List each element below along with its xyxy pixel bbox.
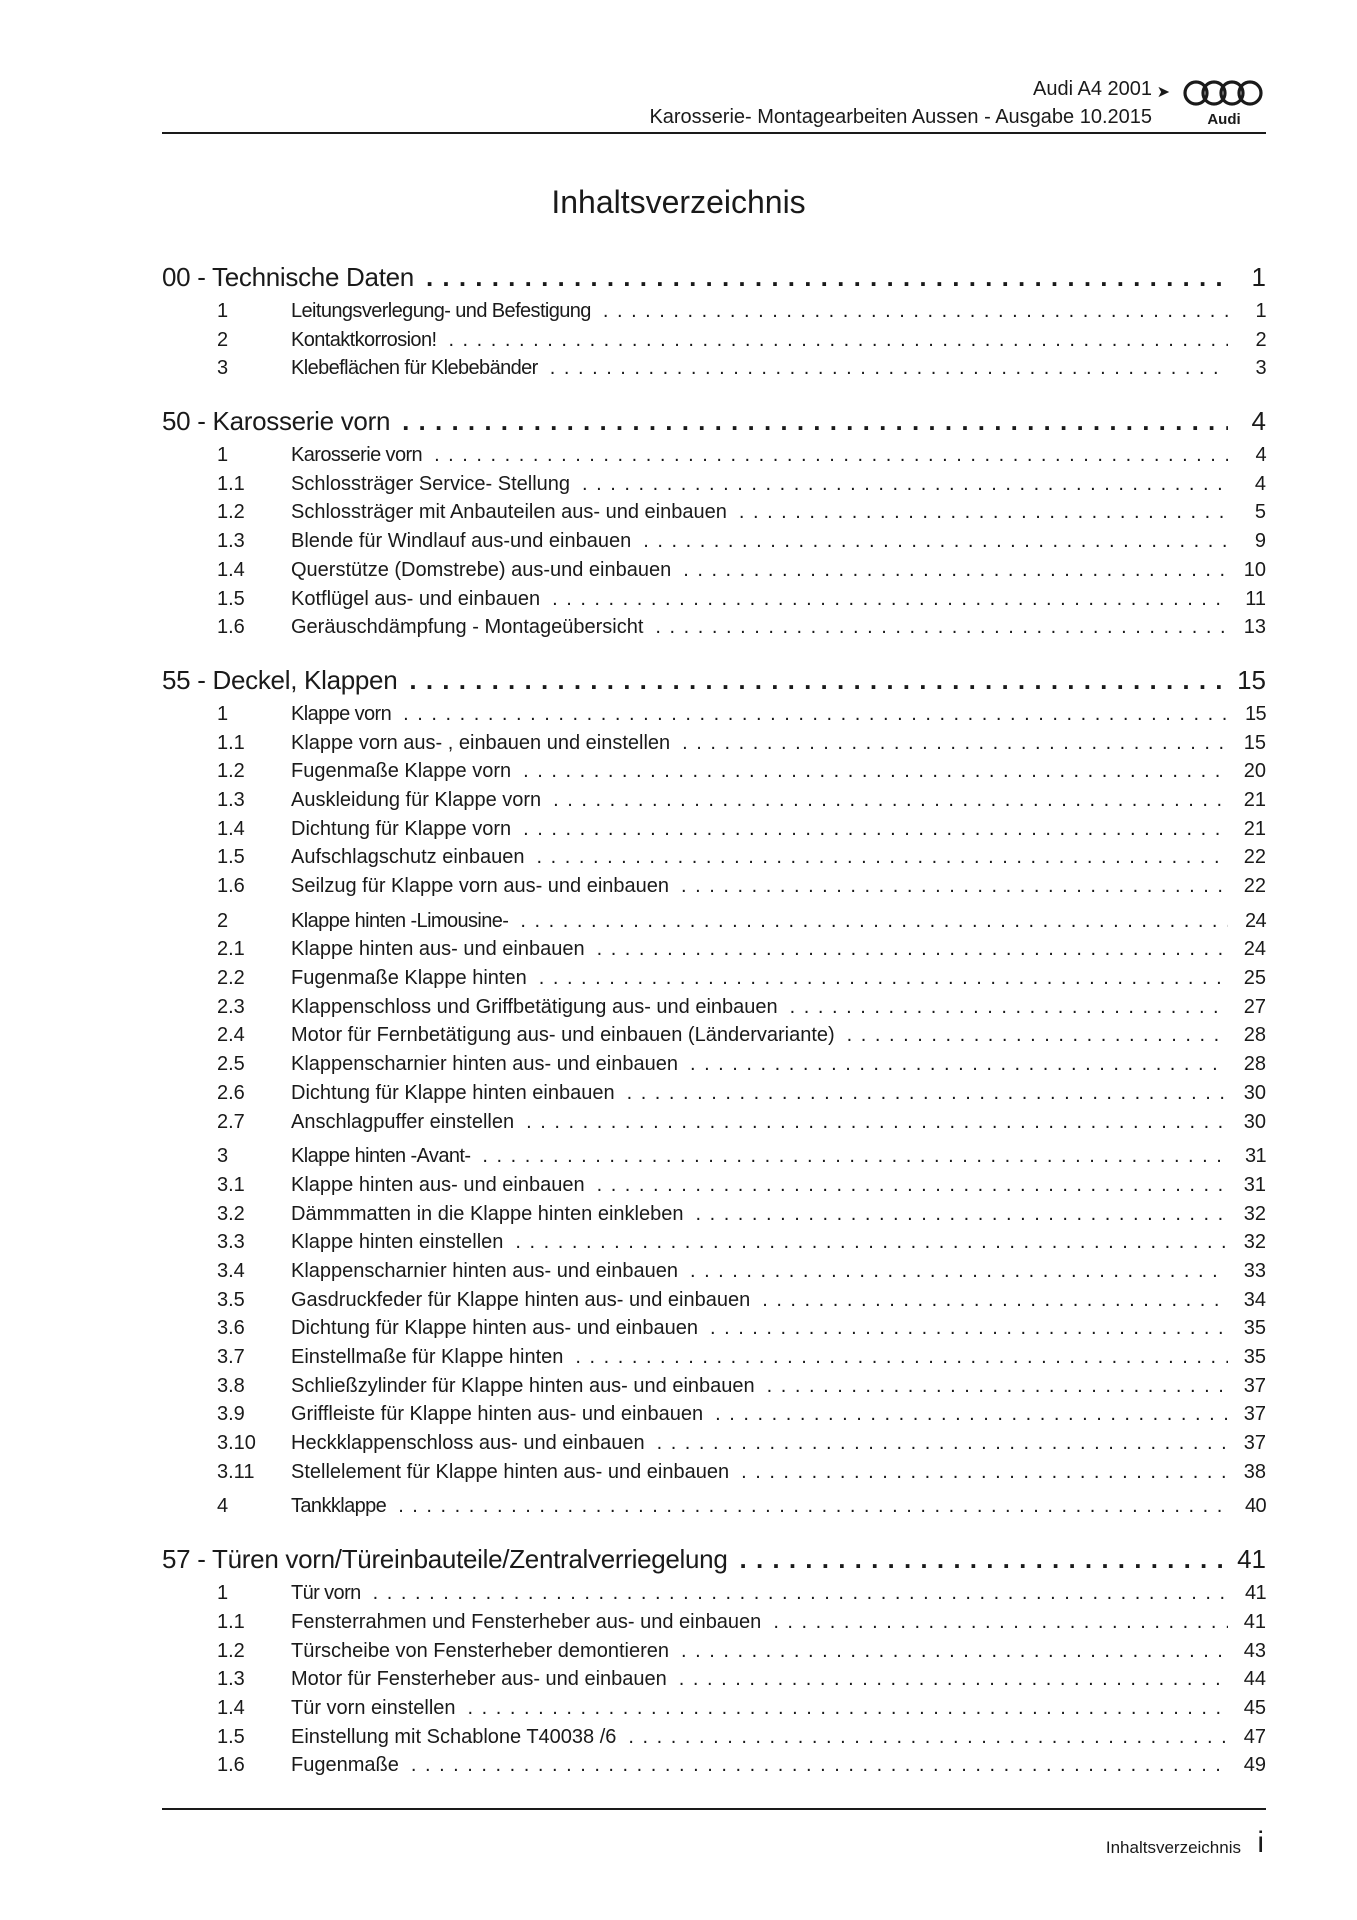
toc-leader-dots <box>537 846 1229 869</box>
toc-number: 1 <box>217 300 228 322</box>
toc-number: 3.6 <box>217 1317 245 1340</box>
toc-subsection[interactable] <box>162 1260 1266 1289</box>
toc-leader-dots <box>695 1203 1228 1226</box>
toc-number: 1.2 <box>217 501 245 524</box>
toc-leader-dots <box>403 703 1228 726</box>
toc-page-number: 28 <box>1243 1053 1266 1076</box>
toc-label: Fugenmaße <box>291 1754 399 1777</box>
toc-section[interactable] <box>162 703 1266 732</box>
toc-label: Kontaktkorrosion! <box>291 328 437 351</box>
page-title: Inhaltsverzeichnis <box>551 184 806 220</box>
toc-leader-dots <box>550 357 1228 380</box>
toc-subsection[interactable] <box>162 732 1266 761</box>
toc-leader-dots <box>741 1461 1228 1484</box>
toc-page-number: 22 <box>1243 846 1266 869</box>
toc-subsection[interactable] <box>162 1754 1266 1783</box>
toc-subsection[interactable] <box>162 1289 1266 1318</box>
toc-subsection[interactable] <box>162 760 1266 789</box>
toc-page-number: 45 <box>1243 1696 1266 1719</box>
header-manual-title: Karosserie- Montagearbeiten Aussen - Ausgabe 10.2015 <box>649 106 1152 128</box>
toc-label: Fugenmaße Klappe hinten <box>291 967 527 990</box>
toc-number: 3.3 <box>217 1231 245 1254</box>
footer-label: Inhaltsverzeichnis <box>1105 1838 1241 1857</box>
toc-section[interactable] <box>162 444 1266 473</box>
toc-leader-dots <box>628 1726 1228 1749</box>
toc-number: 3.8 <box>217 1374 245 1397</box>
toc-subsection[interactable] <box>162 1403 1266 1432</box>
toc-leader-dots <box>402 406 1228 437</box>
toc-page-number: 13 <box>1243 616 1266 639</box>
toc-label: Klappe hinten aus- und einbauen <box>291 938 585 961</box>
toc-number: 3.4 <box>217 1259 245 1282</box>
toc-label: 55 - Deckel, Klappen <box>162 664 398 695</box>
toc-number: 2.1 <box>217 938 245 961</box>
toc-leader-dots <box>552 588 1228 611</box>
toc-label: 00 - Technische Daten <box>162 262 414 292</box>
toc-page-number: 37 <box>1243 1374 1266 1397</box>
toc-label: Leitungsverlegung- und Befestigung <box>291 300 591 322</box>
toc-number: 2.4 <box>217 1024 245 1047</box>
toc-number: 2.2 <box>217 967 245 990</box>
toc-number: 2.7 <box>217 1110 245 1133</box>
toc-label: Tür vorn <box>291 1582 361 1605</box>
toc-label: Tankklappe <box>291 1495 387 1518</box>
toc-label: Querstütze (Domstrebe) aus-und einbauen <box>291 558 672 581</box>
footer-page-number: i <box>1257 1826 1264 1859</box>
toc-leader-dots <box>681 875 1228 898</box>
toc-number: 3.2 <box>217 1202 245 1225</box>
toc-page-number: 34 <box>1243 1288 1266 1311</box>
toc-subsection[interactable] <box>162 1697 1266 1726</box>
toc-subsection[interactable] <box>162 1024 1266 1053</box>
toc-number: 1.6 <box>217 875 245 897</box>
toc-page-number: 10 <box>1243 558 1266 581</box>
toc-leader-dots <box>482 1145 1228 1168</box>
toc-page-number: 22 <box>1243 875 1266 897</box>
toc-leader-dots <box>575 1346 1228 1369</box>
toc-page-number: 21 <box>1243 817 1266 840</box>
header-model: Audi A4 2001 <box>1033 78 1152 100</box>
toc-page-number: 37 <box>1243 1403 1266 1426</box>
toc-number: 3.1 <box>217 1173 245 1196</box>
toc-label: Klebeflächen für Klebebänder <box>291 357 538 380</box>
toc-label: Klappe hinten einstellen <box>291 1231 504 1254</box>
toc-number: 3.10 <box>217 1432 256 1455</box>
toc-subsection[interactable] <box>162 1668 1266 1697</box>
toc-subsection[interactable] <box>162 559 1266 588</box>
toc-page-number: 15 <box>1237 664 1266 695</box>
toc-page-number: 4 <box>1254 472 1266 495</box>
toc-section[interactable] <box>162 910 1266 939</box>
toc-label: Blende für Windlauf aus-und einbauen <box>291 530 632 553</box>
toc-page-number: 41 <box>1244 1582 1266 1605</box>
toc-leader-dots <box>523 818 1228 841</box>
toc-page-number: 31 <box>1243 1173 1266 1196</box>
toc-subsection[interactable] <box>162 1461 1266 1490</box>
toc-subsection[interactable] <box>162 1432 1266 1461</box>
toc-subsection[interactable] <box>162 846 1266 875</box>
toc-subsection[interactable] <box>162 1082 1266 1111</box>
toc-label: Schlossträger mit Anbauteilen aus- und einbauen <box>291 501 727 524</box>
toc-number: 2 <box>217 328 228 351</box>
toc-leader-dots <box>655 616 1228 639</box>
toc-leader-dots <box>448 329 1228 352</box>
toc-page-number: 24 <box>1244 909 1266 932</box>
toc-leader-dots <box>790 996 1228 1019</box>
toc-leader-dots <box>682 732 1228 755</box>
toc-leader-dots <box>426 262 1228 293</box>
toc-number: 1.4 <box>217 1696 245 1719</box>
toc-label: Seilzug für Klappe vorn aus- und einbauen <box>291 875 670 897</box>
toc-page-number: 41 <box>1237 1544 1266 1575</box>
toc-leader-dots <box>643 530 1228 553</box>
toc-subsection[interactable] <box>162 967 1266 996</box>
toc-page-number: 32 <box>1243 1202 1266 1225</box>
toc-number: 1 <box>217 444 228 467</box>
toc-subsection[interactable] <box>162 789 1266 818</box>
toc-subsection[interactable] <box>162 996 1266 1025</box>
toc-label: Klappe hinten -Avant- <box>291 1145 471 1168</box>
toc-label: Karosserie vorn <box>291 444 423 467</box>
toc-label: Dämmmatten in die Klappe hinten einkleben <box>291 1202 684 1225</box>
toc-subsection[interactable] <box>162 1053 1266 1082</box>
toc-subsection[interactable] <box>162 473 1266 502</box>
toc-page-number: 15 <box>1243 731 1266 754</box>
toc-page-number: 3 <box>1255 357 1266 380</box>
toc-leader-dots <box>710 1317 1228 1340</box>
toc-label: Einstellung mit Schablone T40038 /6 <box>291 1725 617 1748</box>
toc-leader-dots <box>409 665 1227 696</box>
toc-page-number: 21 <box>1243 788 1266 811</box>
toc-number: 1.6 <box>217 1754 245 1777</box>
toc-section[interactable] <box>162 329 1266 358</box>
toc-page-number: 38 <box>1243 1460 1266 1483</box>
toc-leader-dots <box>690 1053 1228 1076</box>
toc-label: Einstellmaße für Klappe hinten <box>291 1346 564 1368</box>
toc-leader-dots <box>627 1082 1228 1105</box>
toc-number: 1.5 <box>217 1725 245 1748</box>
toc-number: 1.1 <box>217 1610 245 1633</box>
toc-subsection[interactable] <box>162 1111 1266 1140</box>
toc-leader-dots <box>468 1697 1228 1720</box>
toc-section[interactable] <box>162 1582 1266 1611</box>
toc-number: 1.2 <box>217 760 245 783</box>
toc-page-number: 49 <box>1243 1754 1266 1777</box>
toc-label: Geräuschdämpfung - Montageübersicht <box>291 616 644 639</box>
toc-page-number: 43 <box>1243 1639 1266 1662</box>
toc-number: 3 <box>217 357 228 380</box>
toc-leader-dots <box>520 910 1228 933</box>
toc-page-number: 44 <box>1243 1668 1266 1691</box>
toc-number: 3 <box>217 1145 228 1168</box>
toc-page-number: 28 <box>1243 1024 1266 1047</box>
toc-number: 1.5 <box>217 846 245 869</box>
toc-label: Heckklappenschloss aus- und einbauen <box>291 1432 645 1455</box>
toc-page-number: 1 <box>1251 262 1266 292</box>
footer-divider <box>162 1808 1266 1810</box>
toc-label: Gasdruckfeder für Klappe hinten aus- und einbauen <box>291 1288 751 1311</box>
toc-label: Motor für Fensterheber aus- und einbauen <box>291 1668 667 1691</box>
toc-leader-dots <box>683 559 1228 582</box>
audi-logo-text: Audi <box>1207 111 1241 128</box>
toc-leader-dots <box>373 1582 1228 1605</box>
toc-leader-dots <box>523 760 1228 783</box>
toc-leader-dots <box>434 444 1228 467</box>
toc-leader-dots <box>681 1640 1228 1663</box>
toc-leader-dots <box>597 1174 1228 1197</box>
toc-subsection[interactable] <box>162 588 1266 617</box>
toc-page-number: 11 <box>1245 587 1266 610</box>
toc-leader-dots <box>515 1231 1228 1254</box>
toc-label: Dichtung für Klappe vorn <box>291 817 512 840</box>
toc-label: Klappe hinten -Limousine- <box>291 909 509 932</box>
toc-subsection[interactable] <box>162 1346 1266 1375</box>
toc-page-number: 41 <box>1243 1610 1266 1633</box>
toc-number: 1.2 <box>217 1639 245 1662</box>
toc-leader-dots <box>398 1495 1228 1518</box>
toc-subsection[interactable] <box>162 938 1266 967</box>
toc-label: Fensterrahmen und Fensterheber aus- und einbauen <box>291 1610 762 1633</box>
toc-label: Türscheibe von Fensterheber demontieren <box>291 1639 669 1662</box>
toc-subsection[interactable] <box>162 875 1266 904</box>
toc-label: Klappe vorn <box>291 702 392 725</box>
toc-leader-dots <box>847 1024 1228 1047</box>
toc-leader-dots <box>715 1403 1228 1426</box>
toc-leader-dots <box>603 300 1228 323</box>
toc-label: Klappenscharnier hinten aus- und einbauen <box>291 1259 678 1282</box>
toc-label: Griffleiste für Klappe hinten aus- und einbauen <box>291 1403 704 1426</box>
toc-leader-dots <box>553 789 1228 812</box>
toc-label: Kotflügel aus- und einbauen <box>291 587 541 610</box>
toc-subsection[interactable] <box>162 1203 1266 1232</box>
toc-page-number: 30 <box>1243 1081 1266 1104</box>
toc-number: 2.6 <box>217 1081 245 1104</box>
toc-chapter[interactable] <box>162 1544 1266 1574</box>
toc-subsection[interactable] <box>162 1726 1266 1755</box>
header-divider <box>162 132 1266 134</box>
toc-section[interactable] <box>162 357 1266 386</box>
toc-number: 1.5 <box>217 587 245 610</box>
toc-label: Klappe hinten aus- und einbauen <box>291 1173 585 1196</box>
toc-page-number: 37 <box>1243 1432 1266 1455</box>
toc-label: Klappenscharnier hinten aus- und einbauen <box>291 1053 678 1076</box>
toc-subsection[interactable] <box>162 501 1266 530</box>
toc-label: Klappe vorn aus- , einbauen und einstellen <box>291 731 671 754</box>
toc-label: Dichtung für Klappe hinten einbauen <box>291 1081 615 1104</box>
toc-leader-dots <box>597 938 1228 961</box>
toc-label: Auskleidung für Klappe vorn <box>291 788 542 811</box>
toc-number: 1.6 <box>217 616 245 639</box>
toc-chapter[interactable] <box>162 262 1266 292</box>
toc-page-number: 47 <box>1243 1725 1266 1748</box>
toc-leader-dots <box>739 501 1228 524</box>
toc-label: Stellelement für Klappe hinten aus- und einbauen <box>291 1460 730 1483</box>
toc-number: 3.9 <box>217 1403 245 1426</box>
toc-label: Motor für Fernbetätigung aus- und einbauen (Ländervariante) <box>291 1024 835 1047</box>
toc-page-number: 20 <box>1243 760 1266 783</box>
toc-leader-dots <box>762 1289 1228 1312</box>
toc-leader-dots <box>582 473 1228 496</box>
toc-page-number: 33 <box>1243 1259 1266 1282</box>
toc-label: Fugenmaße Klappe vorn <box>291 760 512 783</box>
toc-number: 2.5 <box>217 1053 245 1076</box>
toc-number: 4 <box>217 1495 228 1518</box>
toc-number: 1.3 <box>217 1668 245 1691</box>
toc-section[interactable] <box>162 300 1266 329</box>
toc-page-number: 4 <box>1251 406 1266 437</box>
toc-label: Anschlagpuffer einstellen <box>291 1110 515 1133</box>
toc-subsection[interactable] <box>162 1640 1266 1669</box>
toc-page-number: 27 <box>1243 995 1266 1018</box>
toc-page-number: 2 <box>1255 328 1266 351</box>
toc-page-number: 4 <box>1255 444 1266 467</box>
toc-number: 1 <box>217 1582 228 1605</box>
toc-page-number: 35 <box>1243 1317 1266 1340</box>
toc-subsection[interactable] <box>162 1375 1266 1404</box>
toc-page-number: 24 <box>1243 938 1266 961</box>
toc-page-number: 40 <box>1244 1495 1266 1518</box>
toc-leader-dots <box>539 967 1228 990</box>
toc-page-number: 35 <box>1243 1346 1266 1368</box>
toc-page-number: 32 <box>1243 1231 1266 1254</box>
toc-page-number: 15 <box>1244 702 1266 725</box>
toc-label: Tür vorn einstellen <box>291 1696 456 1719</box>
toc-subsection[interactable] <box>162 616 1266 645</box>
toc-leader-dots <box>526 1111 1228 1134</box>
page-header <box>162 76 1266 134</box>
toc-leader-dots <box>773 1611 1228 1634</box>
toc-subsection[interactable] <box>162 1231 1266 1260</box>
toc-section[interactable] <box>162 1145 1266 1174</box>
toc-label: 50 - Karosserie vorn <box>162 406 391 437</box>
toc-number: 1.4 <box>217 817 245 840</box>
toc-number: 3.7 <box>217 1346 245 1368</box>
toc-label: Schließzylinder für Klappe hinten aus- und einbauen <box>291 1374 755 1397</box>
toc-number: 1.4 <box>217 558 245 581</box>
toc-leader-dots <box>657 1432 1228 1455</box>
toc-page-number: 1 <box>1255 300 1266 322</box>
audi-logo-icon <box>1182 76 1266 130</box>
toc-subsection[interactable] <box>162 818 1266 847</box>
toc-number: 3.11 <box>217 1460 255 1483</box>
toc-leader-dots <box>690 1260 1228 1283</box>
toc-leader-dots <box>740 1544 1228 1575</box>
header-arrow-icon: ➤ <box>1156 84 1170 101</box>
toc-chapter[interactable] <box>162 665 1266 695</box>
toc-label: 57 - Türen vorn/Türeinbauteile/Zentralverriegelung <box>162 1544 728 1575</box>
toc-page-number: 30 <box>1243 1110 1266 1133</box>
toc-subsection[interactable] <box>162 1174 1266 1203</box>
toc-label: Klappenschloss und Griffbetätigung aus- und einbauen <box>291 995 778 1018</box>
toc-leader-dots <box>679 1668 1228 1691</box>
toc-number: 1 <box>217 702 228 725</box>
toc-leader-dots <box>411 1754 1228 1777</box>
toc-page-number: 9 <box>1254 530 1266 553</box>
toc-label: Aufschlagschutz einbauen <box>291 846 525 869</box>
toc-subsection[interactable] <box>162 530 1266 559</box>
toc-page-number: 25 <box>1243 967 1266 990</box>
toc-chapter[interactable] <box>162 406 1266 436</box>
toc-page-number: 5 <box>1254 501 1266 524</box>
toc-number: 1.3 <box>217 530 245 553</box>
toc-section[interactable] <box>162 1495 1266 1524</box>
toc-leader-dots <box>767 1375 1228 1398</box>
toc-number: 2.3 <box>217 995 245 1018</box>
table-of-contents <box>162 262 1266 1783</box>
toc-subsection[interactable] <box>162 1317 1266 1346</box>
toc-label: Dichtung für Klappe hinten aus- und einbauen <box>291 1317 698 1340</box>
toc-number: 1.1 <box>217 731 245 754</box>
toc-subsection[interactable] <box>162 1611 1266 1640</box>
toc-number: 1.1 <box>217 472 245 495</box>
toc-page-number: 31 <box>1244 1145 1266 1168</box>
toc-number: 2 <box>217 909 228 932</box>
toc-label: Schlossträger Service- Stellung <box>291 472 571 495</box>
toc-number: 1.3 <box>217 788 245 811</box>
toc-number: 3.5 <box>217 1288 245 1311</box>
